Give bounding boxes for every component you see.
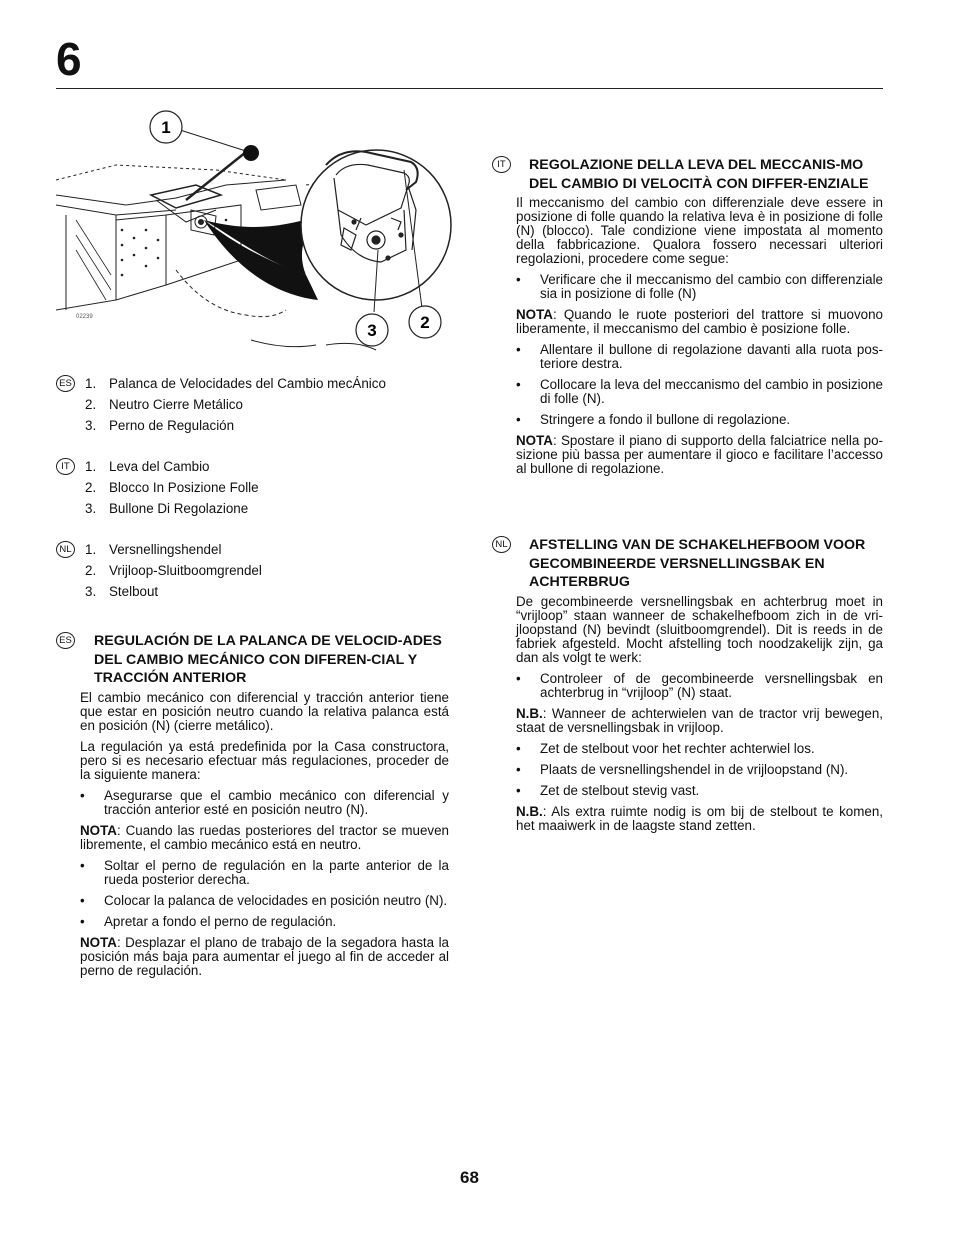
- legend-it: [56, 459, 456, 521]
- section-es: [56, 632, 449, 985]
- legend-item: 1. Leva del Cambio: [85, 459, 210, 474]
- lang-badge-it: IT: [492, 156, 511, 173]
- bullet-item: • Asegurarse que el cambio mecánico con diferencial y tracción anterior esté en posición neutro (N).: [80, 789, 449, 817]
- bullet-item: • Colocar la palanca de velocidades en posición neutro (N).: [80, 894, 449, 908]
- legend-item: 1. Palanca de Velocidades del Cambio mecÁnico: [85, 376, 386, 391]
- legend-item: 2. Vrijloop-Sluitboomgrendel: [85, 562, 262, 578]
- bullet-item: • Verificare che il meccanismo del cambio con differenziale sia in posizione di folle (N): [516, 273, 883, 301]
- section-title: REGULACIÓN DE LA PALANCA DE VELOCID-ADES DEL CAMBIO MECÁNICO CON DIFEREN-CIAL Y TRACCIÓN ANTERIOR: [94, 633, 442, 686]
- chapter-number: 6: [56, 33, 82, 85]
- bullet-item: • Plaats de versnellingshendel in de vrijloopstand (N).: [516, 763, 883, 777]
- callout-2: 2: [420, 313, 430, 332]
- bullet-item: • Soltar el perno de regulación en la parte anterior de la rueda posterior derecha.: [80, 859, 449, 887]
- paragraph: De gecombineerde versnellingsbak en achterbrug moet in “vrijloop” staan wanneer de schakelhefboom zich in de vri-jloopstand (N) bevindt (sluitboomgrendel). Dit is reeds in de fabriek afgesteld. Mocht afstelling toch noodzakelijk zijn, ga dan als volgt te werk:: [516, 593, 883, 665]
- legend-es: [56, 376, 456, 438]
- legend-item: 2. Neutro Cierre Metálico: [85, 396, 243, 412]
- legend-item: 1. Versnellingshendel: [85, 542, 222, 557]
- page-number: 68: [460, 1168, 479, 1187]
- note: N.B.: Als extra ruimte nodig is om bij de stelbout te komen, het maaiwerk in de laagste stand zetten.: [516, 803, 883, 833]
- callout-3: 3: [367, 321, 377, 340]
- legend-item: 2. Blocco In Posizione Folle: [85, 479, 259, 495]
- bullet-item: • Zet de stelbout stevig vast.: [516, 784, 883, 798]
- section-title: REGOLAZIONE DELLA LEVA DEL MECCANIS-MO DEL CAMBIO DI VELOCITÀ CON DIFFER-ENZIALE: [529, 157, 869, 192]
- note: NOTA: Desplazar el plano de trabajo de la segadora hasta la posición más baja para aumentar el juego al fin de acceder al perno de regulación.: [80, 934, 449, 978]
- section-nl: [492, 536, 883, 840]
- legend-item: 3. Stelbout: [85, 583, 159, 599]
- bullet-item: • Zet de stelbout voor het rechter achterwiel los.: [516, 742, 883, 756]
- paragraph: El cambio mecánico con diferencial y tracción anterior tiene que estar en posición neutro cuando la relativa palanca está en posición (N) (cierre metálico).: [80, 689, 449, 733]
- legend-item: 3. Bullone Di Regolazione: [85, 500, 249, 516]
- illustration-svg: [56, 110, 456, 360]
- lang-badge-es: ES: [56, 375, 75, 392]
- figure-code: 02239: [76, 314, 93, 320]
- lang-badge-it: IT: [56, 458, 75, 475]
- section-it: [492, 156, 883, 483]
- gear-lever-illustration: [56, 110, 456, 360]
- note: N.B.: Wanneer de achterwielen van de tractor vrij bewegen, staat de versnellingsbak in vrijloop.: [516, 705, 883, 735]
- legend-item: 3. Perno de Regulación: [85, 417, 235, 433]
- lang-badge-nl: NL: [492, 536, 511, 553]
- lang-badge-es: ES: [56, 632, 75, 649]
- paragraph: Il meccanismo del cambio con differenziale deve essere in posizione di folle quando la relativa leva è in posizione di folle (N) (blocco). Tale condizione viene impostata al momento della fabbricazione. Qualora fossero necessari ulteriori regolazioni, procedere come segue:: [516, 195, 883, 266]
- note: NOTA: Spostare il piano di supporto della falciatrice nella po-sizione più bassa per aumentare il gioco e facilitare l’accesso al bullone di regolazione.: [516, 433, 883, 476]
- callout-1: 1: [161, 118, 171, 137]
- paragraph: La regulación ya está predefinida por la Casa constructora, pero si es necesario efectuar más regulaciones, proceder de la siguiente manera:: [80, 738, 449, 782]
- bullet-item: • Controleer of de gecombineerde versnellingsbak en achterbrug in “vrijloop” (N) staat.: [516, 672, 883, 700]
- bullet-item: • Collocare la leva del meccanismo del cambio in posizione di folle (N).: [516, 378, 883, 406]
- section-title: AFSTELLING VAN DE SCHAKELHEFBOOM VOOR GECOMBINEERDE VERSNELLINGSBAK EN ACHTERBRUG: [529, 537, 866, 590]
- note: NOTA: Quando le ruote posteriori del trattore si muovono liberamente, il meccanismo del cambio è posizione folle.: [516, 307, 883, 336]
- note: NOTA: Cuando las ruedas posteriores del tractor se mueven libremente, el cambio mecánico está en neutro.: [80, 822, 449, 852]
- legend-nl: [56, 542, 456, 604]
- header-rule: [56, 88, 883, 89]
- lang-badge-nl: NL: [56, 541, 75, 558]
- bullet-item: • Stringere a fondo il bullone di regolazione.: [516, 413, 883, 427]
- bullet-item: • Apretar a fondo el perno de regulación.: [80, 915, 449, 929]
- bullet-item: • Allentare il bullone di regolazione davanti alla ruota pos-teriore destra.: [516, 343, 883, 371]
